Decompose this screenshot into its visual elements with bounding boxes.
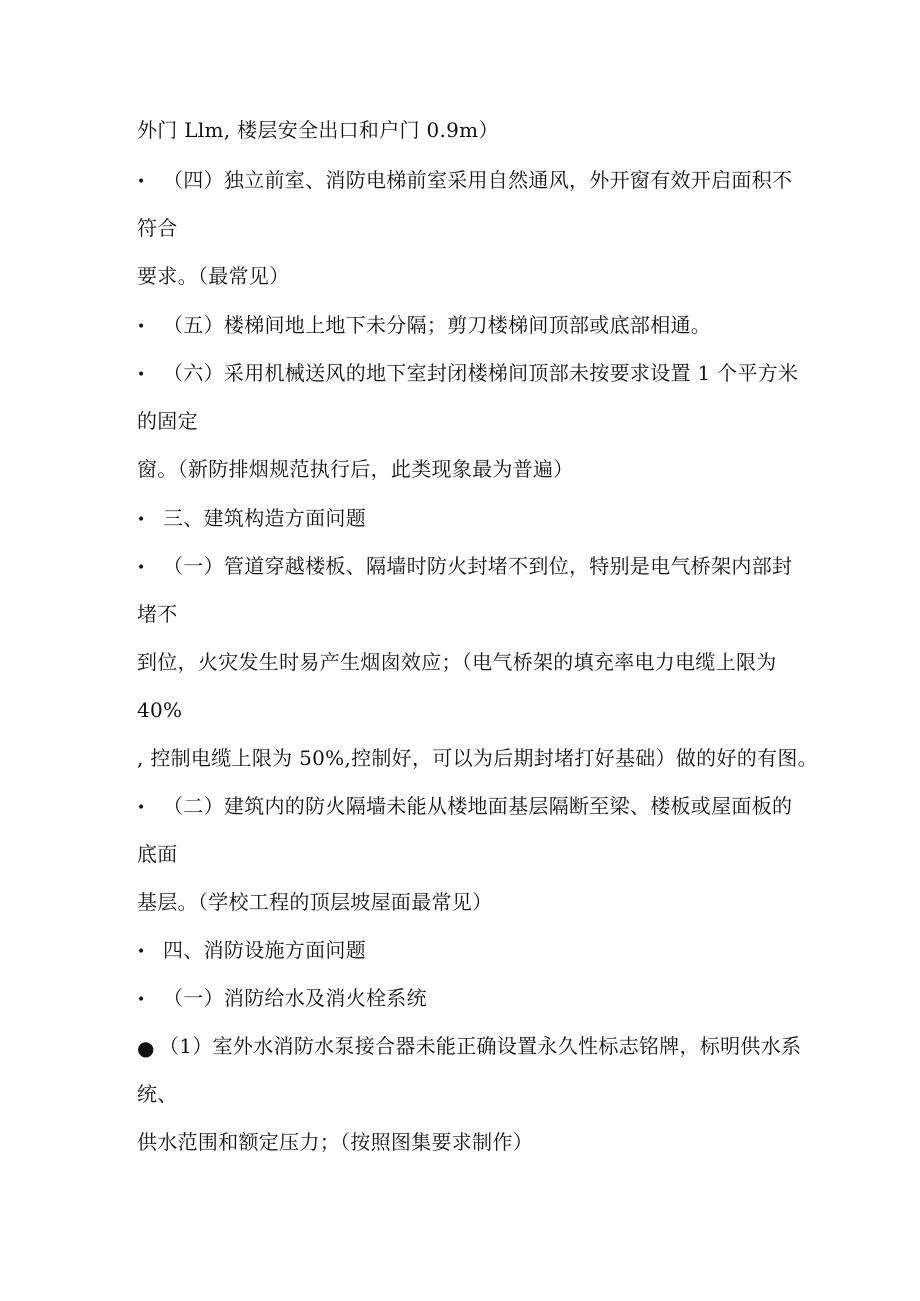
line-text: （一）消防给水及消火栓系统 — [163, 986, 427, 1010]
line-text: 统、 — [137, 1082, 178, 1106]
list-item — [137, 552, 792, 582]
text-line — [137, 648, 777, 676]
line-text: 的固定 — [137, 409, 198, 433]
line-text: 窗。（新防排烟规范执行后，此类现象最为普遍） — [137, 457, 574, 481]
line-text: 基层。（学校工程的顶层坡屋面最常见） — [137, 890, 493, 914]
bullet-icon: • — [137, 559, 146, 576]
list-item — [137, 166, 792, 196]
text-line — [137, 262, 289, 290]
text-line — [137, 116, 499, 144]
line-text: 四、消防设施方面问题 — [163, 938, 366, 962]
list-item — [137, 311, 711, 341]
bullet-icon: • — [137, 173, 146, 190]
bullet-icon: • — [137, 991, 146, 1008]
line-text: 供水范围和额定压力；（按照图集要求制作） — [137, 1130, 533, 1154]
section-heading — [137, 504, 366, 534]
text-line — [137, 696, 182, 724]
list-item — [137, 359, 798, 389]
list-item — [137, 792, 792, 822]
line-text: 堵不 — [137, 602, 178, 626]
line-text: （一）管道穿越楼板、隔墙时防火封堵不到位，特别是电气桥架内部封 — [163, 554, 793, 578]
list-item — [137, 984, 427, 1014]
line-text: 到位，火灾发生时易产生烟囱效应；（电气桥架的填充率电力电缆上限为 — [137, 650, 777, 674]
line-text: 要求。（最常见） — [137, 264, 290, 288]
line-text: 底面 — [137, 842, 178, 866]
bullet-icon: • — [137, 943, 146, 960]
bullet-icon: • — [137, 318, 146, 335]
text-line — [137, 1128, 533, 1156]
line-text: （六）采用机械送风的地下室封闭楼梯间顶部未按要求设置 1 个平方米 — [163, 361, 799, 385]
line-text: 三、建筑构造方面问题 — [163, 506, 366, 530]
text-line — [137, 214, 178, 242]
bullet-icon: • — [137, 799, 146, 816]
bullet-icon: • — [137, 366, 146, 383]
line-text: （五）楼梯间地上地下未分隔；剪刀楼梯间顶部或底部相通。 — [163, 313, 712, 337]
line-text: 40% — [137, 698, 183, 722]
bullet-icon: • — [137, 511, 146, 528]
bullet-icon: ● — [137, 1035, 155, 1060]
text-line — [137, 455, 574, 483]
text-line — [137, 840, 178, 868]
line-text: 符合 — [137, 216, 178, 240]
line-text: , 控制电缆上限为 50%,控制好，可以为后期封堵打好基础）做的好的有图。 — [137, 746, 818, 770]
text-line — [137, 744, 818, 772]
line-text: 外门 Llm, 楼层安全出口和户门 0.9m） — [137, 118, 499, 142]
list-item — [137, 1032, 801, 1062]
text-line — [137, 1080, 178, 1108]
section-heading — [137, 936, 366, 966]
text-line — [137, 600, 178, 628]
line-text: （四）独立前室、消防电梯前室采用自然通风，外开窗有效开启面积不 — [163, 168, 793, 192]
line-text: （1）室外水消防水泵接合器未能正确设置永久性标志铭牌，标明供水系 — [159, 1034, 802, 1058]
line-text: （二）建筑内的防火隔墙未能从楼地面基层隔断至梁、楼板或屋面板的 — [163, 794, 793, 818]
text-line — [137, 888, 492, 916]
text-line — [137, 407, 198, 435]
